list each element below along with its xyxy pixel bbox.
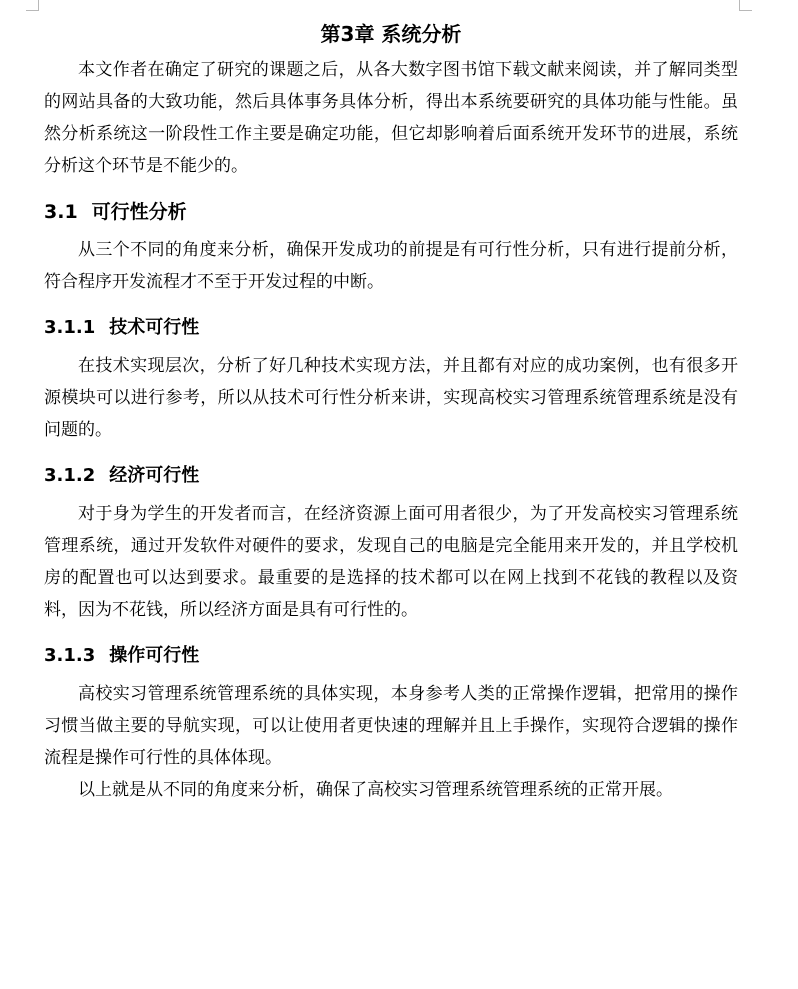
section-number: 3.1.1	[44, 317, 96, 338]
margin-corner-mark-right	[739, 0, 752, 11]
section-number: 3.1	[44, 201, 78, 223]
section-title: 可行性分析	[91, 201, 187, 223]
section-heading-3-1-3	[44, 640, 738, 672]
section-number: 3.1.2	[44, 465, 96, 486]
section-title: 技术可行性	[109, 317, 200, 338]
margin-corner-mark-left	[26, 0, 39, 11]
section-title: 操作可行性	[109, 645, 200, 666]
section-number: 3.1.3	[44, 645, 96, 666]
section-heading-3-1	[44, 196, 738, 228]
section-3-1-2-paragraph: 对于身为学生的开发者而言，在经济资源上面可用者很少，为了开发高校实习管理系统管理系统，通过开发软件对硬件的要求，发现自己的电脑是完全能用来开发的，并且学校机房的配置也可以达到要求。最重要的是选择的技术都可以在网上找到不花钱的教程以及资料，因为不花钱，所以经济方面是具有可行性的。	[44, 504, 738, 620]
section-title: 经济可行性	[109, 465, 200, 486]
chapter-intro-paragraph: 本文作者在确定了研究的课题之后，从各大数字图书馆下载文献来阅读，并了解同类型的网站具备的大致功能，然后具体事务具体分析，得出本系统要研究的具体功能与性能。虽然分析系统这一阶段性工作主要是确定功能，但它却影响着后面系统开发环节的进展，系统分析这个环节是不能少的。	[44, 60, 738, 176]
section-heading-3-1-1	[44, 312, 738, 344]
section-3-1-3-paragraph: 高校实习管理系统管理系统的具体实现，本身参考人类的正常操作逻辑，把常用的操作习惯当做主要的导航实现，可以让使用者更快速的理解并且上手操作，实现符合逻辑的操作流程是操作可行性的具体体现。	[44, 684, 738, 768]
section-3-1-1-paragraph: 在技术实现层次，分析了好几种技术实现方法，并且都有对应的成功案例，也有很多开源模块可以进行参考，所以从技术可行性分析来讲，实现高校实习管理系统管理系统是没有问题的。	[44, 356, 738, 440]
section-3-1-paragraph: 从三个不同的角度来分析，确保开发成功的前提是有可行性分析，只有进行提前分析，符合程序开发流程才不至于开发过程的中断。	[44, 240, 738, 292]
document-body	[44, 14, 738, 806]
section-heading-3-1-2	[44, 460, 738, 492]
chapter-title: 第3章 系统分析	[320, 22, 462, 46]
conclusion-paragraph: 以上就是从不同的角度来分析，确保了高校实习管理系统管理系统的正常开展。	[78, 780, 673, 800]
